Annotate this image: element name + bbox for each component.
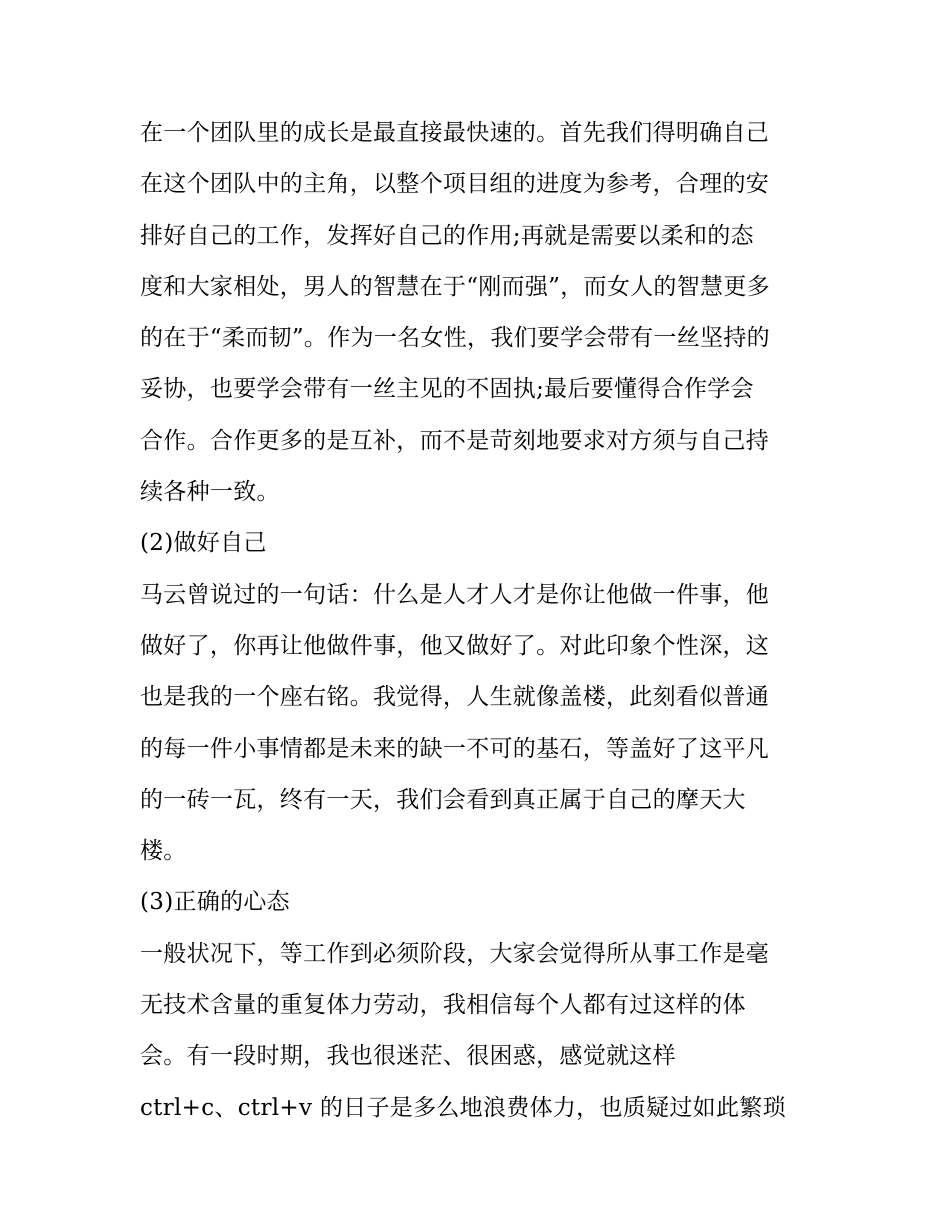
text-line: 楼。 bbox=[140, 838, 187, 865]
text-line: 也是我的一个座右铭。我觉得，人生就像盖楼，此刻看似普通 bbox=[140, 684, 770, 711]
text-line: 会。有一段时期，我也很迷茫、很困惑，感觉就这样 bbox=[140, 1043, 676, 1070]
text-line: 合作。合作更多的是互补，而不是苛刻地要求对方须与自己持 bbox=[140, 427, 770, 454]
text-line: 的在于“柔而韧”。作为一名女性，我们要学会带有一丝坚持的 bbox=[140, 325, 770, 352]
text-line: 续各种一致。 bbox=[140, 479, 280, 506]
text-line: 一般状况下，等工作到必须阶段，大家会觉得所从事工作是毫 bbox=[140, 940, 770, 967]
section-heading-do-yourself-well: (2)做好自己 bbox=[140, 530, 267, 557]
text-line: 排好自己的工作，发挥好自己的作用;再就是需要以柔和的态 bbox=[140, 222, 754, 249]
text-line: 无技术含量的重复体力劳动，我相信每个人都有过这样的体 bbox=[140, 992, 746, 1019]
body-text bbox=[140, 108, 820, 1134]
text-line: 的一砖一瓦，终有一天，我们会看到真正属于自己的摩天大 bbox=[140, 786, 746, 813]
text-line: 妥协，也要学会带有一丝主见的不固执;最后要懂得合作学会 bbox=[140, 376, 754, 403]
section-heading-correct-mindset: (3)正确的心态 bbox=[140, 889, 290, 916]
text-line: 度和大家相处，男人的智慧在于“刚而强”，而女人的智慧更多 bbox=[140, 273, 770, 300]
text-line: 马云曾说过的一句话：什么是人才人才是你让他做一件事，他 bbox=[140, 581, 770, 608]
text-line: 做好了，你再让他做件事，他又做好了。对此印象个性深，这 bbox=[140, 632, 770, 659]
text-line: 的每一件小事情都是未来的缺一不可的基石，等盖好了这平凡 bbox=[140, 735, 770, 762]
text-line: 在一个团队里的成长是最直接最快速的。首先我们得明确自己 bbox=[140, 120, 770, 146]
text-line: 在这个团队中的主角，以整个项目组的进度为参考，合理的安 bbox=[140, 171, 770, 198]
text-line: ctrl+c、ctrl+v 的日子是多么地浪费体力，也质疑过如此繁琐 bbox=[140, 1094, 786, 1121]
